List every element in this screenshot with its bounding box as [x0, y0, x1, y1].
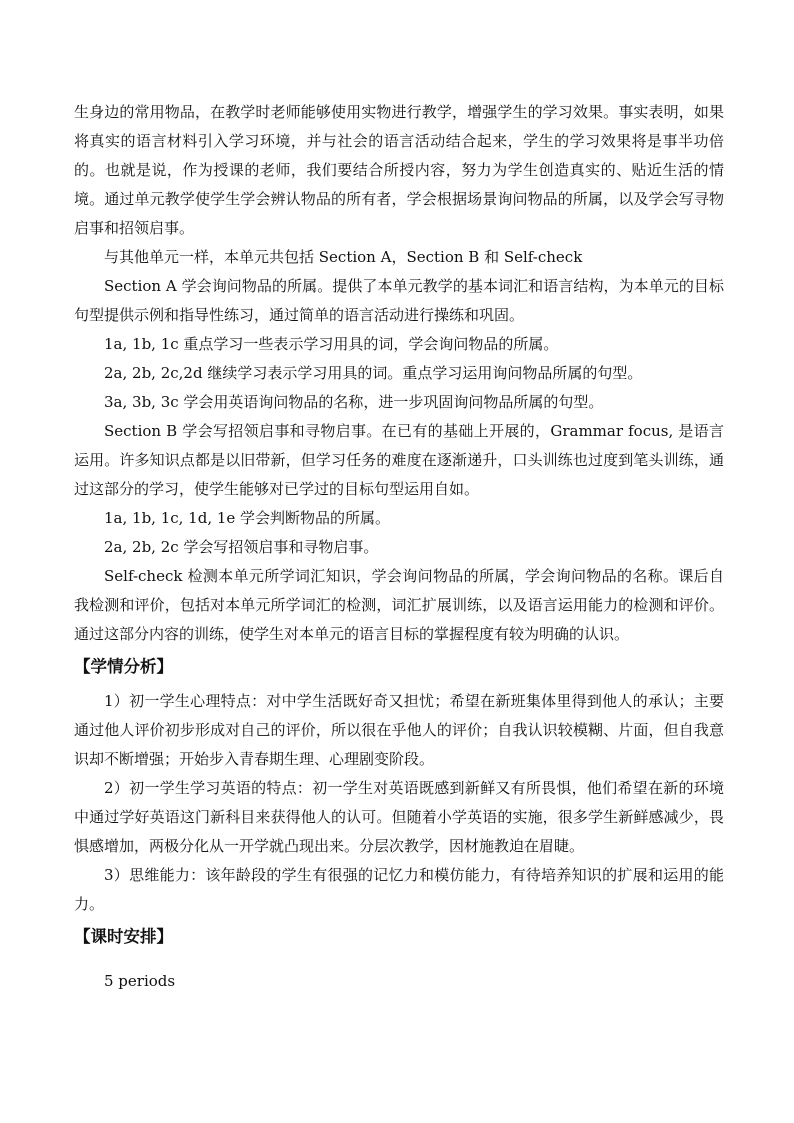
schedule-heading: 【课时安排】 [74, 927, 173, 946]
section-a-1abc-paragraph: 1a, 1b, 1c 重点学习一些表示学习用具的词，学会询问物品的所属。 [104, 335, 559, 353]
self-check-paragraph: Self-check 检测本单元所学词汇知识，学会询问物品的所属，学会询问物品的名称。课后自我检测和评价，包括对本单元所学词汇的检测，词汇扩展训练，以及语言运用能力的检测和评价。通过这部分内容的训练，使学生对本单元的语言目标的掌握程度有较为明确的认识。 [74, 567, 724, 643]
learner-analysis-point-3: 3）思维能力：该年龄段的学生有很强的记忆力和模仿能力，有待培养知识的扩展和运用的能力。 [74, 866, 724, 913]
document-page [74, 98, 724, 1011]
section-a-3abc-paragraph: 3a, 3b, 3c 学会用英语询问物品的名称，进一步巩固询问物品所属的句型。 [104, 393, 604, 411]
learner-analysis-heading: 【学情分析】 [74, 657, 173, 676]
units-overview-paragraph: 与其他单元一样，本单元共包括 Section A，Section B 和 Self-check [104, 248, 583, 266]
section-b-2abc-paragraph: 2a, 2b, 2c 学会写招领启事和寻物启事。 [104, 538, 379, 556]
periods-text: 5 periods [104, 972, 176, 990]
learner-analysis-point-2: 2）初一学生学习英语的特点：初一学生对英语既感到新鲜又有所畏惧，他们希望在新的环境中通过学好英语这门新科目来获得他人的认可。但随着小学英语的实施，很多学生新鲜感减少，畏惧感增加，两极分化从一开学就凸现出来。分层次教学，因材施教迫在眉睫。 [74, 779, 724, 855]
section-b-1abcde-paragraph: 1a, 1b, 1c, 1d, 1e 学会判断物品的所属。 [104, 509, 391, 527]
learner-analysis-point-1: 1）初一学生心理特点：对中学生活既好奇又担忧；希望在新班集体里得到他人的承认；主要通过他人评价初步形成对自己的评价，所以很在乎他人的评价；自我认识较模糊、片面，但自我意识却不断增强；开始步入青春期生理、心理剧变阶段。 [74, 692, 724, 768]
section-a-paragraph: Section A 学会询问物品的所属。提供了本单元教学的基本词汇和语言结构，为本单元的目标句型提供示例和指导性练习，通过简单的语言活动进行操练和巩固。 [74, 277, 724, 324]
section-a-2abcd-paragraph: 2a, 2b, 2c,2d 继续学习表示学习用具的词。重点学习运用询问物品所属的句型。 [104, 364, 643, 382]
section-b-paragraph: Section B 学会写招领启事和寻物启事。在已有的基础上开展的，Grammar focus, 是语言运用。许多知识点都是以旧带新，但学习任务的难度在逐渐递升，口头训练也过度到笔头训练，通过这部分的学习，使学生能够对已学过的目标句型运用自如。 [74, 422, 724, 498]
intro-paragraph: 生身边的常用物品，在教学时老师能够使用实物进行教学，增强学生的学习效果。事实表明，如果将真实的语言材料引入学习环境，并与社会的语言活动结合起来，学生的学习效果将是事半功倍的。也就是说，作为授课的老师，我们要结合所授内容，努力为学生创造真实的、贴近生活的情境。通过单元教学使学生学会辨认物品的所有者，学会根据场景询问物品的所属，以及学会写寻物启事和招领启事。 [74, 103, 724, 237]
